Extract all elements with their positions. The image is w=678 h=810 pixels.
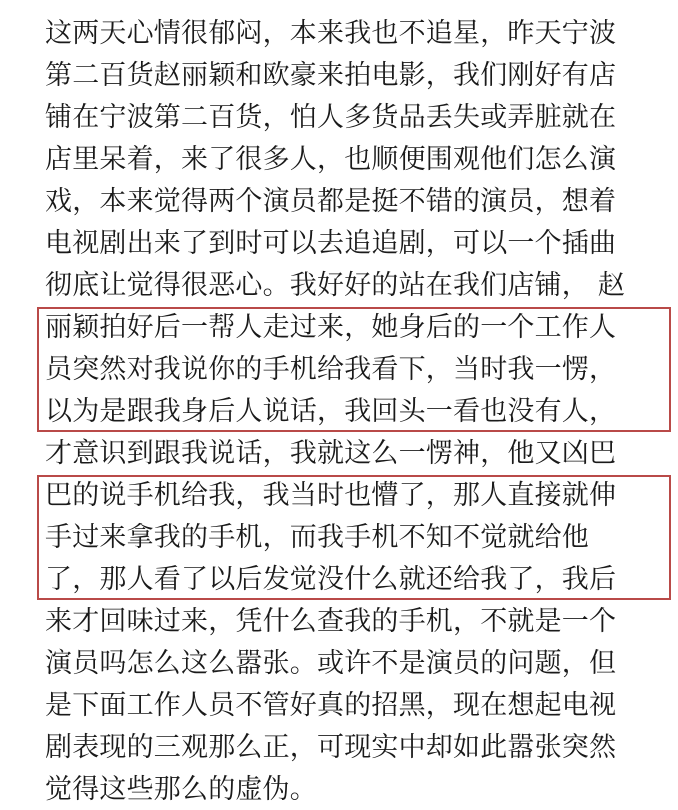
text-line-16: 演员吗怎么这么嚣张。或许不是演员的问题，但 bbox=[45, 648, 617, 679]
text-line-2: 第二百货赵丽颖和欧豪来拍电影，我们刚好有店 bbox=[45, 60, 617, 91]
text-line-9: 员突然对我说你的手机给我看下，当时我一愣， bbox=[45, 354, 617, 385]
text-line-4: 店里呆着，来了很多人，也顺便围观他们怎么演 bbox=[45, 144, 617, 175]
text-line-14: 了，那人看了以后发觉没什么就还给我了，我后 bbox=[45, 564, 617, 595]
text-line-19: 觉得这些那么的虚伪。 bbox=[45, 774, 317, 805]
text-line-8: 丽颖拍好后一帮人走过来，她身后的一个工作人 bbox=[45, 312, 617, 343]
text-line-1: 这两天心情很郁闷，本来我也不追星，昨天宁波 bbox=[45, 18, 617, 49]
text-line-15: 来才回味过来，凭什么查我的手机，不就是一个 bbox=[45, 606, 617, 637]
text-line-5: 戏，本来觉得两个演员都是挺不错的演员，想着 bbox=[45, 186, 617, 217]
text-line-12: 巴的说手机给我，我当时也懵了，那人直接就伸 bbox=[45, 480, 617, 511]
text-line-6: 电视剧出来了到时可以去追追剧，可以一个插曲 bbox=[45, 228, 617, 259]
text-line-3: 铺在宁波第二百货，怕人多货品丢失或弄脏就在 bbox=[45, 102, 617, 133]
text-line-13: 手过来拿我的手机，而我手机不知不觉就给他 bbox=[45, 522, 589, 553]
text-line-18: 剧表现的三观那么正，可现实中却如此嚣张突然 bbox=[45, 732, 617, 763]
text-line-11: 才意识到跟我说话，我就这么一愣神，他又凶巴 bbox=[45, 438, 617, 469]
text-line-7: 彻底让觉得很恶心。我好好的站在我们店铺， 赵 bbox=[45, 270, 625, 301]
text-line-10: 以为是跟我身后人说话，我回头一看也没有人， bbox=[45, 396, 617, 427]
text-line-17: 是下面工作人员不管好真的招黑，现在想起电视 bbox=[45, 690, 617, 721]
